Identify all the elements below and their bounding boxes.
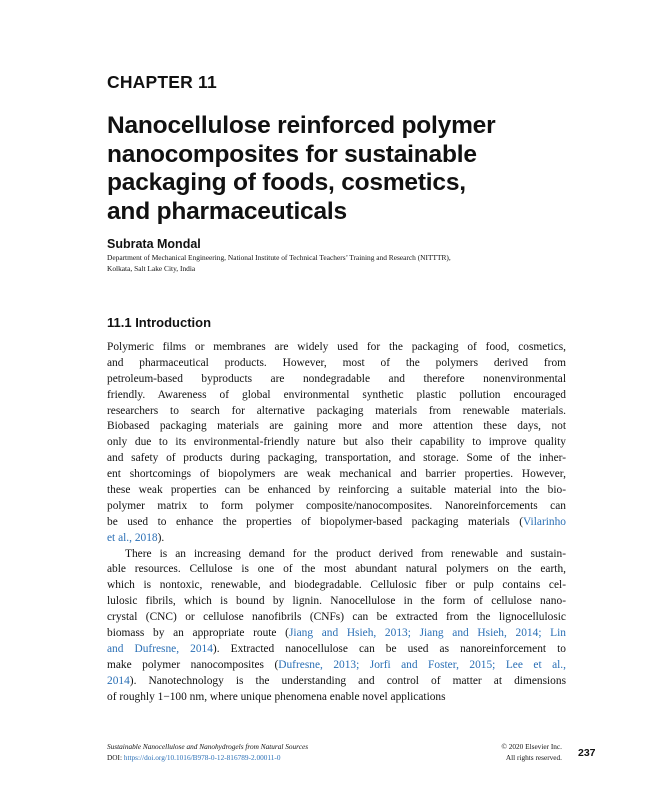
paragraph-line — [107, 356, 566, 372]
affiliation-line: Department of Mechanical Engineering, National Institute of Technical Teachers’ Training and Research (NITTTR), — [107, 253, 451, 262]
paragraph-line — [107, 578, 566, 594]
citation-link[interactable]: Dufresne, 2013; Jorfi and Foster, 2015; Lee et al., — [278, 658, 566, 671]
text-run: make polymer nanocomposites ( — [107, 658, 279, 671]
paragraph — [107, 547, 566, 706]
doi-line — [107, 752, 308, 763]
paragraph-line — [107, 419, 566, 435]
text-run: Biobased packaging materials are gaining more and more attention these days, not — [107, 420, 566, 433]
text-run: only due to its environmental-friendly nature but also their capability to improve quality — [107, 436, 566, 449]
doi-prefix: DOI: — [107, 753, 124, 762]
paragraph-line — [107, 483, 566, 499]
paragraph-line — [107, 340, 566, 356]
body-text — [107, 340, 566, 705]
chapter-label: CHAPTER 11 — [107, 72, 217, 92]
footer-source — [107, 741, 308, 763]
copyright-text: © 2020 Elsevier Inc. — [501, 742, 562, 751]
author-name: Subrata Mondal — [107, 237, 201, 251]
text-run: ). Nanotechnology is the understanding and control of matter at dimensions — [129, 674, 566, 687]
page-number: 237 — [578, 747, 596, 759]
text-run: lulosic fibrils, which is bound by lignin. Nanocellulose in the form of cellulose nano- — [107, 595, 566, 608]
paragraph-line — [107, 594, 566, 610]
doi-link[interactable]: https://doi.org/10.1016/B978-0-12-816789-2.00011-0 — [123, 753, 281, 762]
paragraph-line — [107, 372, 566, 388]
citation-link[interactable]: Vilarinho — [523, 515, 566, 528]
text-run: petroleum-based byproducts are nondegradable and therefore nonenvironmental — [107, 372, 566, 385]
text-run: biomass by an appropriate route ( — [107, 627, 289, 640]
text-run: ). — [157, 531, 165, 544]
citation-link[interactable]: and Dufresne, 2014 — [107, 642, 213, 655]
text-run: and safety of products during packaging, transportation, and storage. Some of the inher- — [107, 452, 566, 465]
paragraph-line — [107, 435, 566, 451]
paragraph-line — [107, 547, 566, 563]
paragraph-line — [107, 388, 566, 404]
rights-text: All rights reserved. — [505, 753, 562, 762]
text-run: and pharmaceutical products. However, most of the polymers derived from — [107, 356, 566, 369]
text-run: polymer matrix to form polymer composite/nanocomposites. Nanoreinforcements can — [107, 499, 566, 512]
text-run: which is nontoxic, renewable, and biodegradable. Cellulosic fiber or pulp contains cel- — [107, 579, 566, 592]
paragraph-line — [107, 531, 566, 547]
text-run: able resources. Cellulose is one of the most abundant natural polymers on the earth, — [107, 563, 566, 576]
text-run: be used to enhance the properties of biopolymer-based packaging materials ( — [107, 515, 524, 528]
paragraph-line — [107, 610, 566, 626]
chapter-title-line: nanocomposites for sustainable — [107, 140, 477, 168]
paragraph — [107, 340, 566, 547]
paragraph-line — [107, 626, 566, 642]
affiliation-line: Kolkata, Salt Lake City, India — [107, 263, 196, 273]
text-run: of roughly 1−100 nm, where unique phenomena enable novel applications — [107, 690, 446, 703]
paragraph-line — [107, 404, 566, 420]
book-title: Sustainable Nanocellulose and Nanohydrogels from Natural Sources — [107, 742, 309, 751]
paragraph-line — [107, 515, 566, 531]
citation-link[interactable]: Jiang and Hsieh, 2013; Jiang and Hsieh, 2014; Lin — [288, 627, 566, 640]
text-run: ). Extracted nanocellulose can be used as nanoreinforcement to — [212, 642, 566, 655]
paragraph-line — [107, 451, 566, 467]
text-run: these weak properties can be enhanced by reinforcing a suitable material into the bio- — [107, 484, 566, 497]
text-run: researchers to search for alternative packaging materials from renewable materials. — [107, 404, 566, 417]
chapter-title-line: and pharmaceuticals — [107, 197, 347, 225]
chapter-title-line: Nanocellulose reinforced polymer — [107, 112, 496, 139]
paragraph-line — [107, 562, 566, 578]
text-run: ent shortcomings of biopolymers are weak mechanical and barrier properties. However, — [107, 468, 566, 481]
paragraph-line — [107, 674, 566, 690]
paragraph-line — [107, 658, 566, 674]
citation-link[interactable]: 2014 — [107, 674, 130, 687]
text-run: crystal (CNC) or cellulose nanofibrils (CNFs) can be extracted from the lignocellulosic — [107, 611, 566, 624]
paragraph-line — [107, 467, 566, 483]
paragraph-line — [107, 499, 566, 515]
chapter-title — [107, 112, 577, 226]
author-affiliation — [107, 253, 577, 274]
chapter-title-line: packaging of foods, cosmetics, — [107, 169, 466, 196]
text-run: Polymeric films or membranes are widely used for the packaging of food, cosmetics, — [107, 341, 566, 353]
paragraph-line — [107, 642, 566, 658]
text-run: friendly. Awareness of global environmental synthetic plastic pollution encouraged — [107, 388, 566, 401]
section-heading: 11.1 Introduction — [107, 315, 212, 330]
paragraph-line — [107, 690, 566, 706]
citation-link[interactable]: et al., 2018 — [107, 531, 158, 544]
footer-copyright — [470, 741, 562, 763]
text-run: There is an increasing demand for the product derived from renewable and sustain- — [125, 547, 566, 560]
